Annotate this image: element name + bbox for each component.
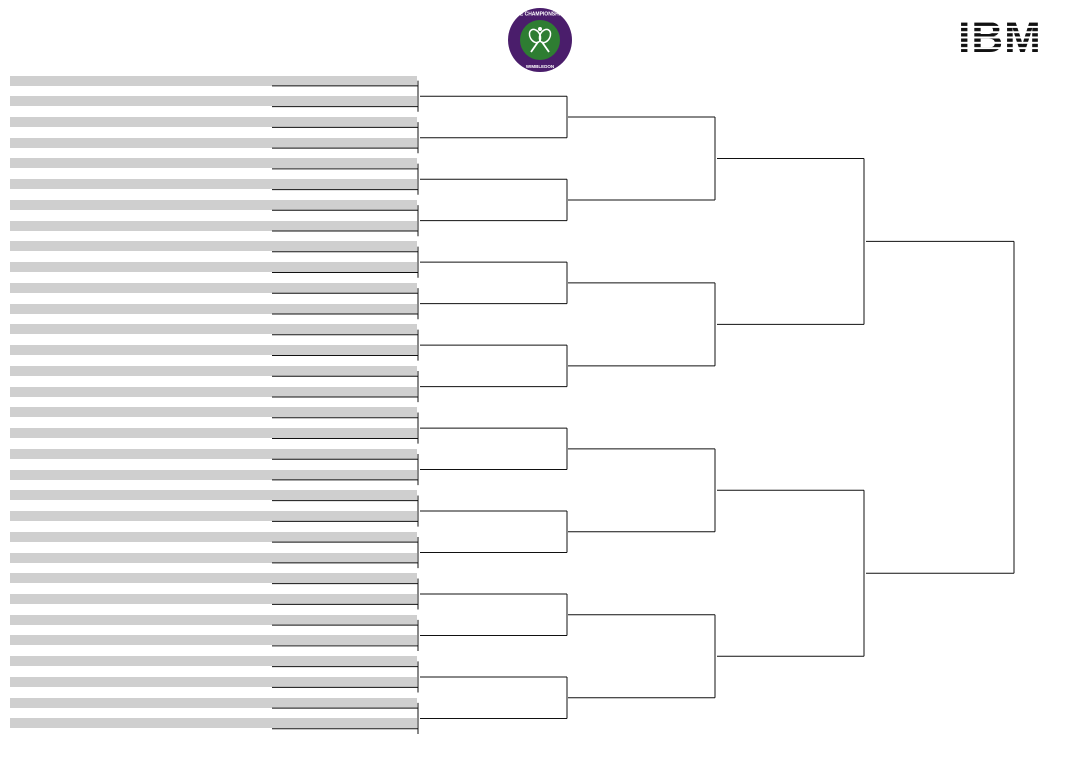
svg-text:THE CHAMPIONSHIPS: THE CHAMPIONSHIPS <box>513 11 567 18</box>
svg-text:IBM: IBM <box>958 13 1042 60</box>
svg-text:WIMBLEDON: WIMBLEDON <box>525 64 555 69</box>
